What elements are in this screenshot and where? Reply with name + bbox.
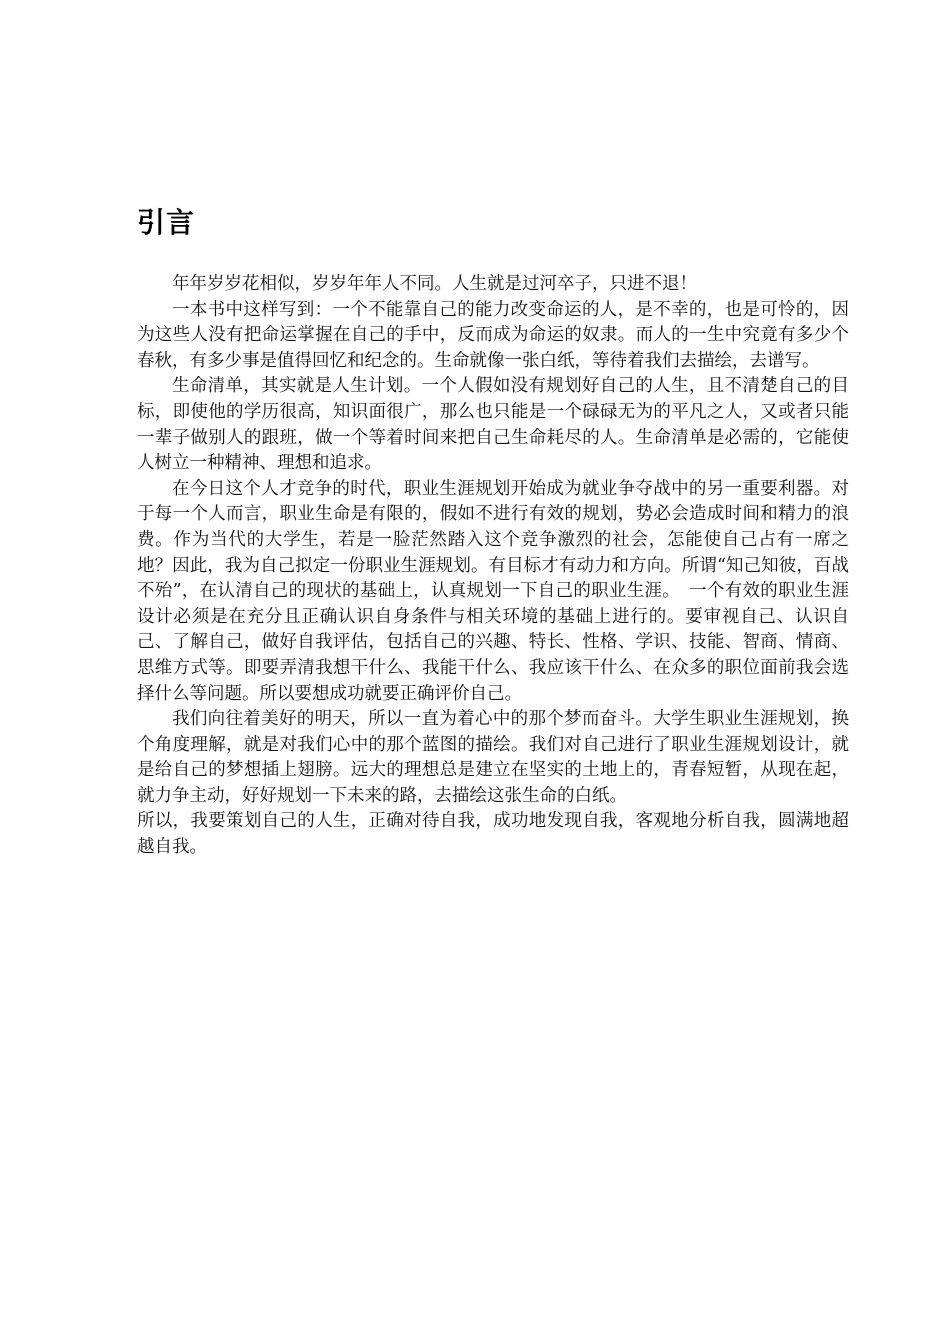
page-title: 引言 [137, 206, 196, 239]
paragraph-6: 所以，我要策划自己的人生，正确对待自我，成功地发现自我，客观地分析自我，圆满地超越自我。 [137, 811, 849, 858]
paragraph-2: 一本书中这样写到：一个不能靠自己的能力改变命运的人，是不幸的，也是可怜的，因为这些人没有把命运掌握在自己的手中，反而成为命运的奴隶。而人的一生中究竟有多少个春秋，有多少事是值得回忆和纪念的。生命就像一张白纸，等待着我们去描绘，去谱写。 [137, 299, 849, 371]
paragraph-1: 年年岁岁花相似，岁岁年年人不同。人生就是过河卒子，只进不退！ [172, 274, 697, 294]
document-body [137, 272, 849, 861]
paragraph-3: 生命清单，其实就是人生计划。一个人假如没有规划好自己的人生，且不清楚自己的目标，即使他的学历很高，知识面很广，那么也只能是一个碌碌无为的平凡之人，又或者只能一辈子做别人的跟班，做一个等着时间来把自己生命耗尽的人。生命清单是必需的，它能使人树立一种精神、理想和追求。 [137, 376, 849, 474]
paragraph-5: 我们向往着美好的明天，所以一直为着心中的那个梦而奋斗。大学生职业生涯规划，换个角度理解，就是对我们心中的那个蓝图的描绘。我们对自己进行了职业生涯规划设计，就是给自己的梦想插上翅膀。远大的理想总是建立在坚实的土地上的，青春短暂，从现在起，就力争主动，好好规划一下未来的路，去描绘这张生命的白纸。 [137, 709, 849, 806]
paragraph-4: 在今日这个人才竞争的时代，职业生涯规划开始成为就业争夺战中的另一重要利器。对于每一个人而言，职业生命是有限的，假如不进行有效的规划，势必会造成时间和精力的浪费。作为当代的大学生，若是一脸茫然踏入这个竞争激烈的社会，怎能使自己占有一席之地？因此，我为自己拟定一份职业生涯规划。有目标才有动力和方向。所谓“知己知彼，百战不殆”，在认清自己的现状的基础上，认真规划一下自己的职业生涯。 一个有效的职业生涯设计必须是在充分且正确认识自身条件与相关环境的基础上进行的。要审视自己、认识自己、了解自己，做好自我评估，包括自己的兴趣、特长、性格、学识、技能、智商、情商、思维方式等。即要弄清我想干什么、我能干什么、我应该干什么、在众多的职位面前我会选择什么等问题。所以要想成功就要正确评价自己。 [137, 478, 849, 704]
